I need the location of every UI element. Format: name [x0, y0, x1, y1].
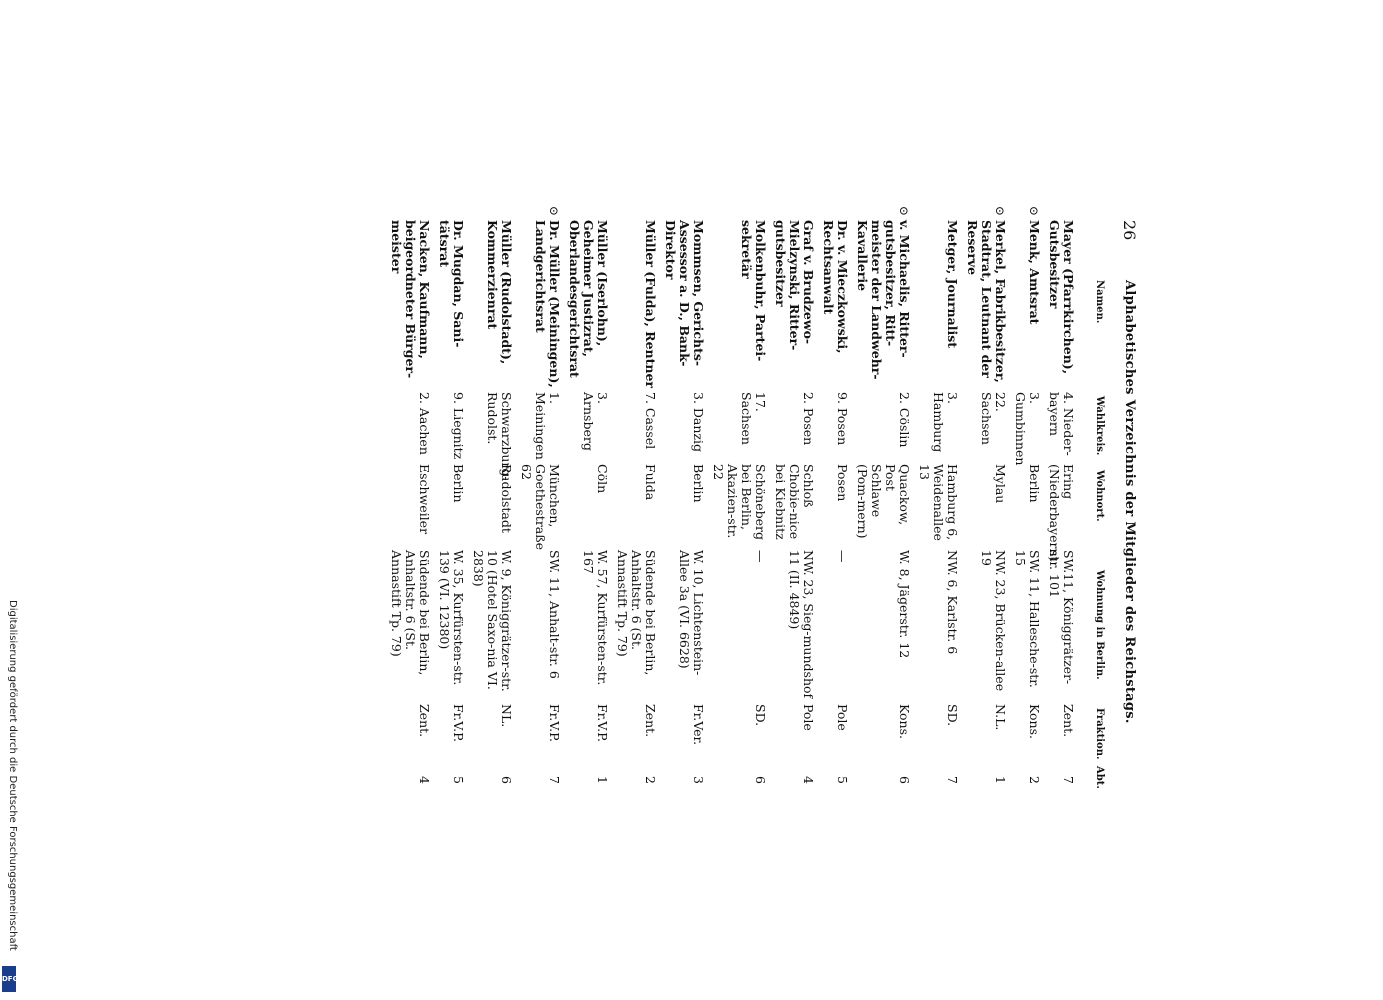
member-name: Menk, Amtsrat — [1027, 220, 1042, 325]
abteilung-cell: 2 — [1027, 776, 1042, 784]
berlin-address-cell: — — [835, 550, 850, 563]
wohnort-cell: Rudolstadt — [499, 464, 514, 533]
wohnort-cell: Fulda — [643, 464, 658, 501]
abteilung-cell: 7 — [945, 776, 960, 784]
fraktion-cell: NL. — [499, 704, 514, 728]
table-row — [1013, 206, 1042, 820]
abteilung-cell: 7 — [1061, 776, 1076, 784]
fraktion-cell: Zent. — [643, 704, 658, 738]
wohnort-cell: Mylau — [993, 464, 1008, 504]
berlin-address-cell: NW. 23, Brücken-allee 19 — [979, 550, 1008, 692]
column-header-abt: Abt. — [1094, 766, 1105, 789]
berlin-address-cell: W. 10, Lichtenstein-Allee 3a (VI. 6628) — [677, 550, 706, 676]
wohnort-cell: Berlin — [1027, 464, 1042, 503]
table-row — [965, 206, 1008, 820]
digitization-note-text: Digitalisierung gefördert durch die Deutsche Forschungsgemeinschaft — [7, 600, 18, 951]
berlin-address-cell: — — [753, 550, 768, 563]
wahlkreis-cell: 2. Cöslin — [897, 392, 912, 448]
circle-marker-icon: ⊙ — [1027, 206, 1041, 217]
abteilung-cell: 6 — [499, 776, 514, 784]
abteilung-cell: 1 — [993, 776, 1008, 784]
digitization-note — [4, 600, 18, 990]
abteilung-cell: 4 — [417, 776, 432, 784]
berlin-address-cell: Südende bei Berlin, Anhaltstr. 6 (St. Annastift Tp. 79) — [389, 550, 432, 676]
wahlkreis-cell: 7. Cassel — [643, 392, 658, 450]
fraktion-cell: SD. — [945, 704, 960, 727]
wahlkreis-cell: 2. Aachen — [417, 392, 432, 455]
circle-marker-icon: ⊙ — [547, 206, 561, 217]
table-row — [711, 220, 767, 820]
member-name: v. Michaelis, Ritter-gutsbesitzer, Ritt-meister der Landwehr-Kavallerie — [855, 220, 912, 380]
wohnort-cell: Posen — [835, 464, 850, 502]
fraktion-cell: SD. — [753, 704, 768, 727]
wohnort-cell: Schloß Chobie-nice bei Kiebnitz — [773, 464, 816, 540]
fraktion-cell: Fr.Ver. — [691, 704, 706, 746]
abteilung-cell: 7 — [547, 776, 562, 784]
wohnort-cell: Quackow, Post Schlawe (Pom-mern) — [855, 464, 912, 539]
berlin-address-cell: NW. 23, Sieg-mundshof 11 (II. 4849) — [787, 550, 816, 699]
running-title: Alphabetisches Verzeichnis der Mitglieder des Reichstags. — [1122, 280, 1137, 724]
table-row — [567, 220, 609, 820]
member-name: Molkenbuhr, Partei-sekretär — [739, 220, 768, 362]
berlin-address-cell: NW. 6, Karlstr. 6 — [945, 550, 960, 655]
member-name: Dr. Müller (Meiningen), Landgerichtsrat — [533, 220, 562, 388]
berlin-address-cell: SW. 11, Anhalt-str. 6 — [547, 550, 562, 679]
member-name: Müller (Fulda), Rentner — [643, 220, 658, 389]
table-row — [917, 220, 959, 820]
member-name: Mommsen, Gerichts-Assessor a. D., Bank-Direktor — [663, 220, 706, 367]
wahlkreis-cell: Schwarzburg-Rudolst. — [485, 392, 514, 481]
wohnort-cell: Hamburg 6, Weidenallee 13 — [917, 464, 960, 541]
wohnort-cell: Eschweiler — [417, 464, 432, 535]
wohnort-cell: München, Goethestraße 62 — [519, 464, 562, 550]
circle-marker-icon: ⊙ — [897, 206, 911, 217]
member-name: Mayer (Pfarrkirchen), Gutsbesitzer — [1047, 220, 1076, 375]
wahlkreis-cell: 3. Gumbinnen — [1013, 392, 1042, 466]
fraktion-cell: N.L. — [993, 704, 1008, 731]
wahlkreis-cell: 3. Danzig — [691, 392, 706, 453]
table-row — [615, 220, 657, 820]
document-page — [261, 206, 1141, 820]
wahlkreis-cell: 9. Posen — [835, 392, 850, 446]
member-name: Müller (Rudolstadt), Kommerzienrat — [485, 220, 514, 365]
wohnort-cell: Cöln — [595, 464, 610, 494]
member-list — [383, 206, 1076, 820]
berlin-address-cell: SW.11, Königgrätzer-str. 101 — [1047, 550, 1076, 685]
abteilung-cell: 1 — [595, 776, 610, 784]
fraktion-cell: Fr.V.P. — [595, 704, 610, 742]
wahlkreis-cell: 3. Hamburg — [931, 392, 960, 453]
table-row — [855, 206, 912, 820]
table-row — [471, 220, 513, 820]
page-header — [1111, 220, 1141, 820]
table-row — [1047, 220, 1075, 820]
column-header-fraktion: Fraktion. — [1094, 708, 1105, 760]
abteilung-cell: 6 — [753, 776, 768, 784]
abteilung-cell: 6 — [897, 776, 912, 784]
abteilung-cell: 4 — [801, 776, 816, 784]
wahlkreis-cell: 3. Arnsberg — [581, 392, 610, 451]
column-header-wohnort: Wohnort. — [1094, 470, 1105, 522]
fraktion-cell: Fr.V.P. — [547, 704, 562, 742]
member-name: Dr. Mugdan, Sani-tätsrat — [437, 220, 466, 348]
wahlkreis-cell: 22. Sachsen — [979, 392, 1008, 445]
wohnort-cell: Ering (Niederbayern) — [1047, 464, 1076, 562]
table-row — [437, 220, 465, 820]
member-name: Graf v. Brudzewo-Mielzynski, Ritter-gutsbesitzer — [773, 220, 816, 351]
wahlkreis-cell: 9. Liegnitz — [451, 392, 466, 460]
berlin-address-cell: W. 8, Jägerstr. 12 — [897, 550, 912, 659]
fraktion-cell: Pole — [801, 704, 816, 731]
member-name: Metger, Journalist — [945, 220, 960, 349]
fraktion-cell: Pole — [835, 704, 850, 731]
abteilung-cell: 3 — [691, 776, 706, 784]
table-row — [821, 220, 849, 820]
table-row — [389, 220, 431, 820]
berlin-address-cell: W. 57, Kurfürsten-str. 167 — [581, 550, 610, 686]
wahlkreis-cell: 1. Meiningen — [533, 392, 562, 460]
abteilung-cell: 5 — [451, 776, 466, 784]
member-name: Dr. v. Mieczkowski, Rechtsanwalt — [821, 220, 850, 354]
fraktion-cell: Zent. — [417, 704, 432, 738]
column-headers — [1079, 220, 1105, 820]
wohnort-cell: Schöneberg bei Berlin, Akazien-str. 22 — [711, 464, 768, 540]
wohnort-cell: Berlin — [451, 464, 466, 503]
fraktion-cell: Fr.V.P. — [451, 704, 466, 742]
table-row — [773, 220, 815, 820]
fraktion-cell: Kons. — [897, 704, 912, 739]
member-name: Merkel, Fabrikbesitzer, Stadtrat, Leutnant der Reserve — [965, 220, 1008, 383]
abteilung-cell: 5 — [835, 776, 850, 784]
berlin-address-cell: SW. 11, Hallesche-str. 15 — [1013, 550, 1042, 688]
column-header-wohnung: Wohnung in Berlin. — [1094, 570, 1105, 680]
circle-marker-icon: ⊙ — [993, 206, 1007, 217]
member-name: Müller (Iserlohn), Geheimer Justizrat, Oberlandesgerichtsrat — [567, 220, 610, 378]
wohnort-cell: Berlin — [691, 464, 706, 503]
berlin-address-cell: W. 9, Königgrätzer-str. 10 (Hotel Saxo-nia VI. 2838) — [471, 550, 514, 692]
dfg-logo: DFG — [2, 966, 16, 992]
wahlkreis-cell: 4. Nieder-bayern — [1047, 392, 1076, 456]
wahlkreis-cell: 2. Posen — [801, 392, 816, 446]
table-row — [519, 206, 562, 820]
column-header-name: Namen. — [1094, 280, 1105, 324]
member-name: Nacken, Kaufmann, beigeordneter Bürger-meister — [389, 220, 432, 379]
column-header-wahlkreis: Wahlkreis. — [1094, 396, 1105, 456]
wahlkreis-cell: 17. Sachsen — [739, 392, 768, 445]
fraktion-cell: Kons. — [1027, 704, 1042, 739]
fraktion-cell: Zent. — [1061, 704, 1076, 738]
table-row — [663, 220, 705, 820]
page-number: 26 — [1120, 220, 1139, 241]
abteilung-cell: 2 — [643, 776, 658, 784]
berlin-address-cell: Südende bei Berlin, Anhaltstr. 6 (St. Annastift Tp. 79) — [615, 550, 658, 676]
berlin-address-cell: W. 35, Kurfürsten-str. 139 (VI. 12380) — [437, 550, 466, 686]
